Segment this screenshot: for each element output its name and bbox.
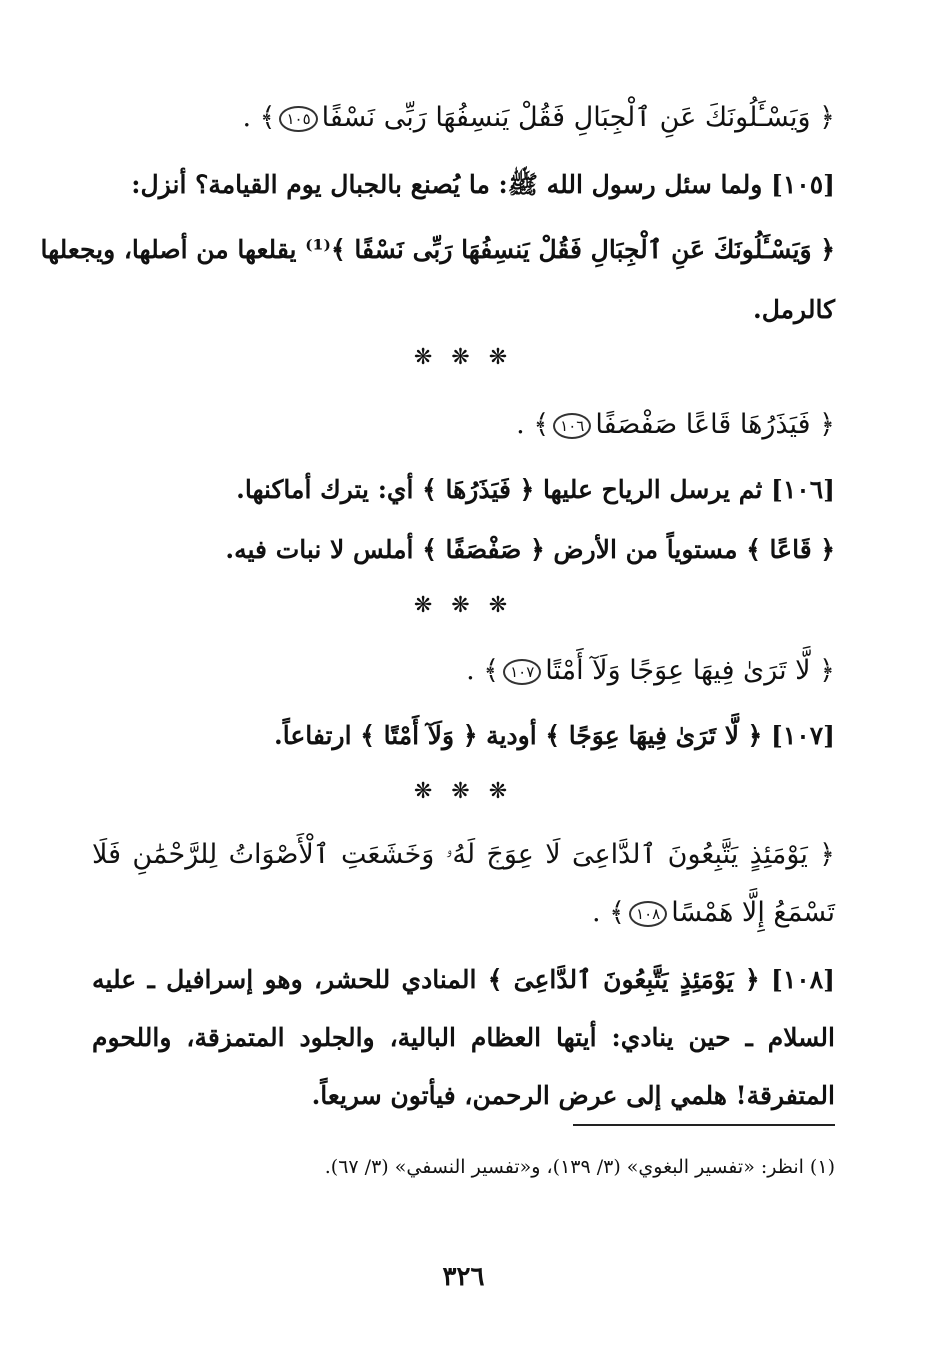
footnote-divider	[573, 1124, 835, 1126]
verse-107	[92, 651, 835, 691]
verse-106-text: ﴿ فَيَذَرُهَا قَاعًا صَفْصَفًا	[595, 409, 835, 440]
commentary-105-line-3: كالرمل.	[753, 295, 835, 324]
verse-106	[92, 405, 835, 445]
verse-107-end: ﴾ .	[466, 655, 500, 686]
commentary-106-line-1: [١٠٦] ثم يرسل الرياح عليها ﴿ فَيَذَرُهَا ﴾ أي: يترك أماكنها.	[236, 475, 835, 504]
verse-108-line-1: ﴿ يَوْمَئِذٍ يَتَّبِعُونَ ٱلدَّاعِىَ لَا عِوَجَ لَهُۥ وَخَشَعَتِ ٱلْأَصْوَاتُ لِلرَّحْمَٰنِ فَلَا	[92, 839, 835, 870]
ayah-number-108: ١٠٨	[629, 901, 667, 927]
ayah-number-107: ١٠٧	[503, 659, 541, 685]
commentary-108-line-3: المتفرقة! هلمي إلى عرض الرحمن، فيأتون سريعاً.	[311, 1081, 835, 1110]
commentary-105-line-2: ﴿ وَيَسْـَٔلُونَكَ عَنِ ٱلْجِبَالِ فَقُلْ يَنسِفُهَا رَبِّى نَسْفًا ﴾⁽¹⁾ يقلعها من أصلها، ويجعلها	[40, 235, 835, 264]
section-separator: ❋ ❋ ❋	[413, 779, 514, 804]
verse-107-text: ﴿ لَّا تَرَىٰ فِيهَا عِوَجًا وَلَآ أَمْتًا	[545, 655, 835, 686]
verse-108-line-2	[92, 893, 835, 933]
ayah-number-106: ١٠٦	[553, 413, 591, 439]
verse-108-end: ﴾ .	[592, 897, 626, 928]
verse-106-end: ﴾ .	[516, 409, 550, 440]
footnote: (١) انظر: «تفسير البغوي» (٣/ ١٣٩)، و«تفسير النسفي» (٣/ ٦٧).	[324, 1156, 835, 1178]
commentary-106-line-2: ﴿ قَاعًا ﴾ مستوياً من الأرض ﴿ صَفْصَفًا ﴾ أملس لا نبات فيه.	[225, 535, 835, 564]
commentary-108-line-1: [١٠٨] ﴿ يَوْمَئِذٍ يَتَّبِعُونَ ٱلدَّاعِىَ ﴾ المنادي للحشر، وهو إسرافيل ـ عليه	[92, 965, 835, 994]
commentary-107-line-1: [١٠٧] ﴿ لَّا تَرَىٰ فِيهَا عِوَجًا ﴾ أودية ﴿ وَلَآ أَمْتًا ﴾ ارتفاعاً.	[274, 721, 835, 750]
section-separator: ❋ ❋ ❋	[413, 345, 514, 370]
verse-105	[92, 98, 835, 138]
commentary-105-line-1: [١٠٥] ولما سئل رسول الله ﷺ: ما يُصنع بالجبال يوم القيامة؟ أنزل:	[131, 170, 835, 199]
commentary-108-line-2: السلام ـ حين ينادي: أيتها العظام البالية، والجلود المتمزقة، واللحوم	[92, 1023, 835, 1052]
page-number: ٣٢٦	[442, 1262, 485, 1292]
verse-105-text: ﴿ وَيَسْـَٔلُونَكَ عَنِ ٱلْجِبَالِ فَقُلْ يَنسِفُهَا رَبِّى نَسْفًا	[321, 102, 835, 133]
ayah-number-105: ١٠٥	[279, 106, 317, 132]
verse-108-text: تَسْمَعُ إِلَّا هَمْسًا	[671, 897, 835, 928]
section-separator: ❋ ❋ ❋	[413, 593, 514, 618]
verse-105-end: ﴾ .	[242, 102, 276, 133]
